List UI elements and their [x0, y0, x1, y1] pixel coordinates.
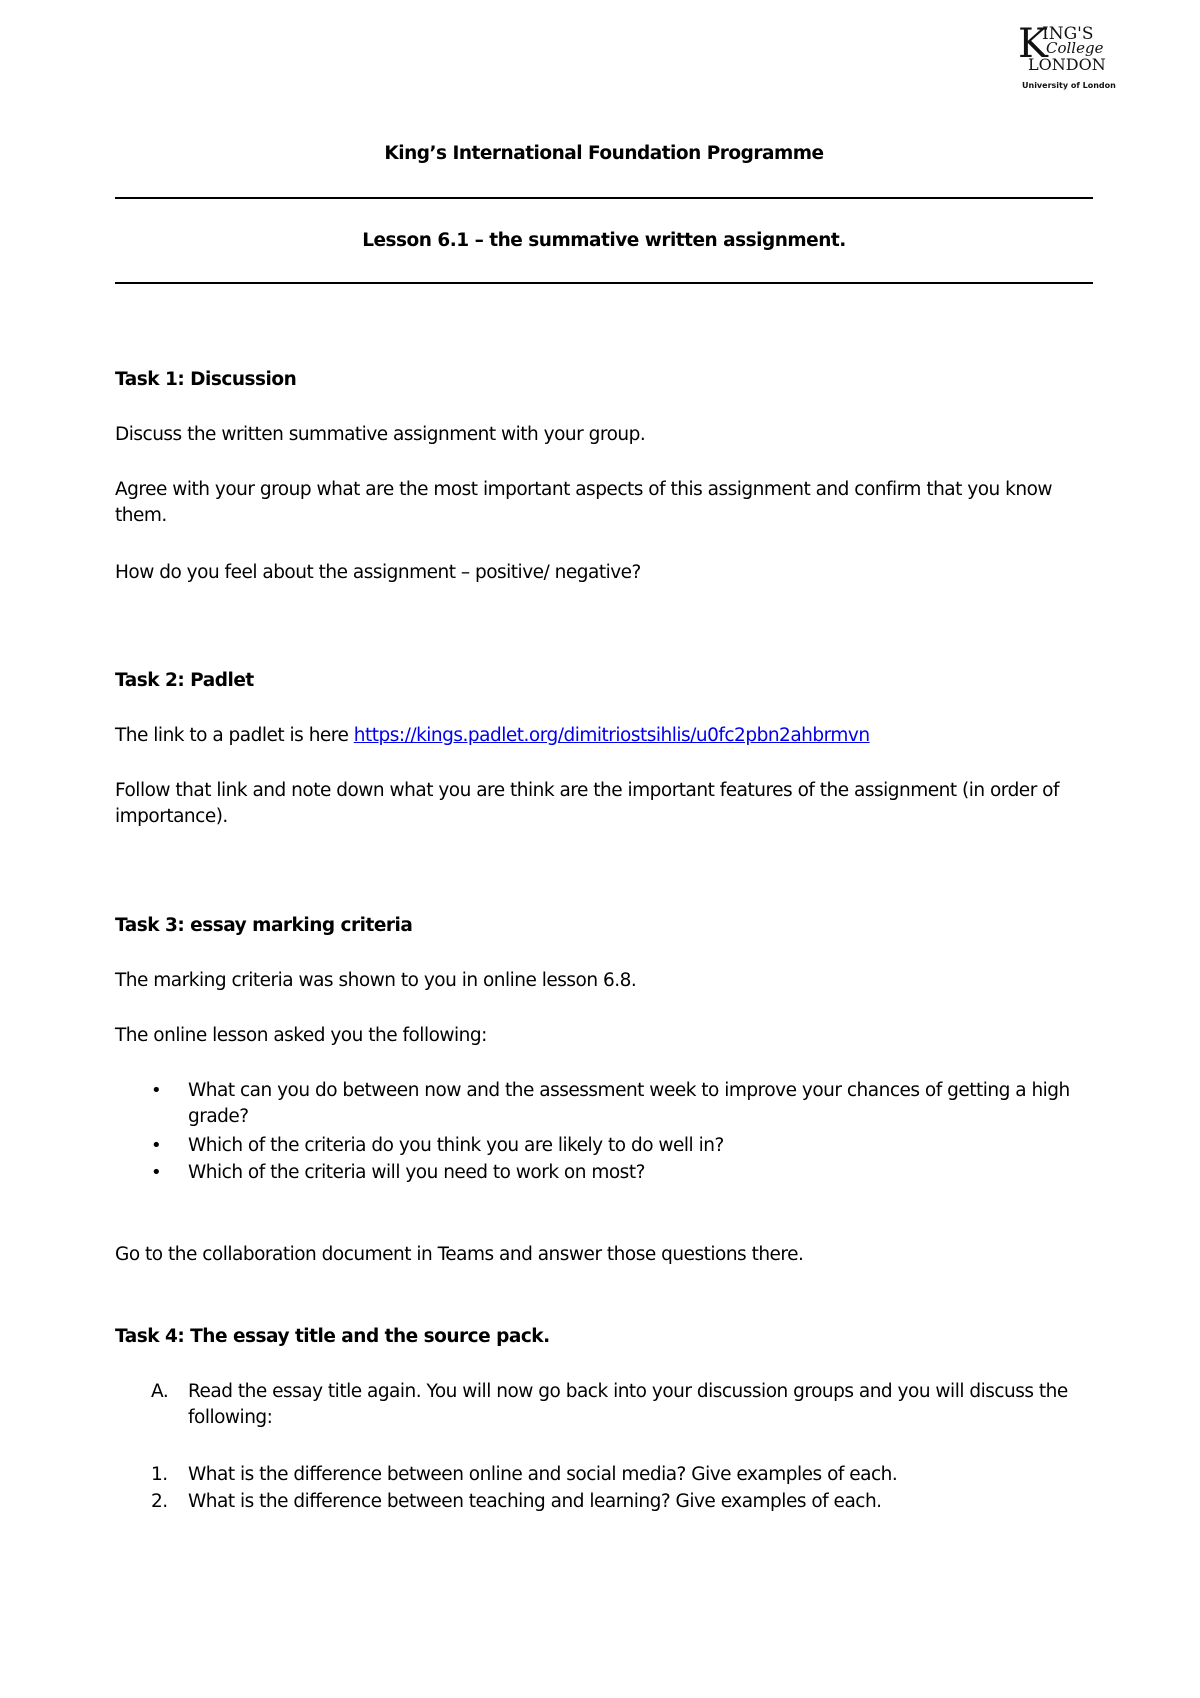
header-rule-top	[115, 197, 1093, 199]
logo-line-college: College	[1046, 39, 1104, 57]
task4-item-1-number: 1.	[151, 1464, 168, 1485]
task3-paragraph-1: The marking criteria was shown to you in online lesson 6.8.	[115, 970, 637, 991]
bullet-icon: •	[151, 1162, 162, 1183]
lesson-title: Lesson 6.1 – the summative written assignment.	[362, 230, 846, 251]
logo-letter-k: K	[1018, 21, 1048, 67]
task2-paragraph-2: Follow that link and note down what you are think are the important features of the assignment (in order of importance).	[115, 780, 1060, 827]
task4-item-a-label: A.	[151, 1381, 169, 1402]
task2-heading: Task 2: Padlet	[115, 670, 254, 691]
task1-paragraph-3: How do you feel about the assignment – positive/ negative?	[115, 562, 641, 583]
task4-item-a: Read the essay title again. You will now go back into your discussion groups and you will discuss the following:	[188, 1381, 1068, 1428]
task4-item-2-number: 2.	[151, 1491, 168, 1512]
bullet-icon: •	[151, 1135, 162, 1156]
task1-paragraph-1: Discuss the written summative assignment with your group.	[115, 424, 646, 445]
task3-heading: Task 3: essay marking criteria	[115, 915, 413, 936]
task3-paragraph-3: Go to the collaboration document in Teams and answer those questions there.	[115, 1244, 804, 1265]
padlet-link[interactable]: https://kings.padlet.org/dimitriostsihlis/u0fc2pbn2ahbrmvn	[353, 725, 870, 746]
task1-paragraph-2: Agree with your group what are the most important aspects of this assignment and confirm that you know them.	[115, 479, 1053, 526]
header-rule-bottom	[115, 282, 1093, 284]
task4-item-1: What is the difference between online and social media? Give examples of each.	[188, 1464, 898, 1485]
task3-bullet-1: What can you do between now and the assessment week to improve your chances of getting a high grade?	[188, 1080, 1070, 1127]
task4-heading: Task 4: The essay title and the source pack.	[115, 1326, 550, 1347]
logo-line-london: LONDON	[1028, 55, 1106, 74]
programme-title: King’s International Foundation Programme	[384, 143, 824, 164]
task1-heading: Task 1: Discussion	[115, 369, 297, 390]
task3-bullet-3: Which of the criteria will you need to work on most?	[188, 1162, 645, 1183]
bullet-icon: •	[151, 1080, 162, 1101]
task2-paragraph-link	[115, 723, 1095, 749]
task3-bullet-2: Which of the criteria do you think you are likely to do well in?	[188, 1135, 724, 1156]
logo-subtitle: University of London	[1022, 81, 1116, 90]
task4-item-2: What is the difference between teaching and learning? Give examples of each.	[188, 1491, 882, 1512]
logo-line-ings: ING'S	[1042, 24, 1094, 44]
task2-link-prefix: The link to a padlet is here	[115, 725, 354, 746]
task3-paragraph-2: The online lesson asked you the following:	[115, 1025, 487, 1046]
